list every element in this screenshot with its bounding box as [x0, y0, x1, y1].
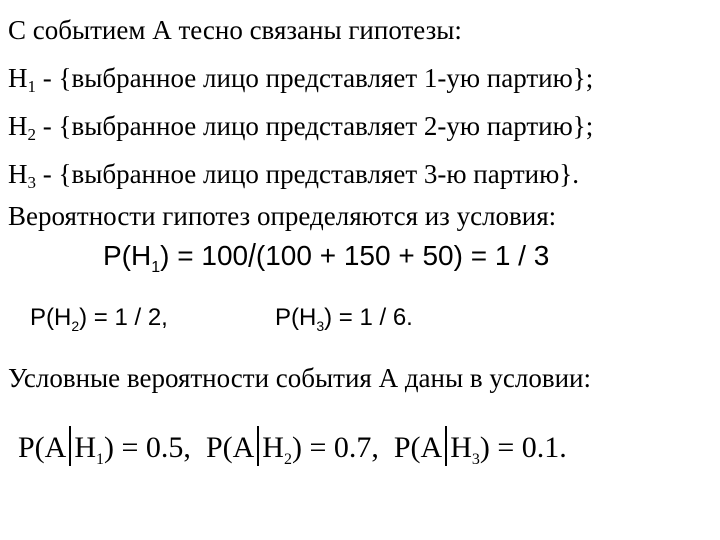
conditional-intro-line: Условные вероятности события А даны в условии:: [8, 363, 591, 393]
intro-line: С событием А тесно связаны гипотезы:: [8, 15, 462, 45]
formula-p-h3-right: ) = 1 / 6.: [324, 304, 413, 331]
formula-p-a-h2-sub: 2: [283, 451, 292, 468]
formula-p-h3: [275, 304, 413, 334]
conditional-bar-1: [69, 426, 71, 466]
hypothesis-1-index: 1: [27, 77, 36, 96]
formula-p-a-h2-right: ) = 0.7,: [291, 431, 379, 464]
formula-p-a-h1-sub: 1: [96, 451, 105, 468]
formula-p-a-h3-right: ) = 0.1.: [479, 431, 567, 464]
formula-p-h1-left: P(H: [103, 240, 152, 271]
formula-p-h1-mid: ) = 100: [160, 240, 249, 271]
hypothesis-1-symbol: H: [8, 63, 28, 93]
formula-p-h1-slash: /: [248, 237, 256, 274]
formula-p-h2-right: ) = 1 / 2,: [79, 304, 168, 331]
formula-p-h1: [103, 237, 550, 277]
formula-p-a-h3-h: H: [450, 431, 472, 464]
formula-p-h2-left: P(H: [30, 304, 72, 331]
hypothesis-1-text: - {выбранное лицо представляет 1-ую партию};: [36, 63, 594, 93]
hypothesis-2-symbol: H: [8, 111, 28, 141]
formula-p-h3-left: P(H: [275, 304, 317, 331]
formula-p-h2: [30, 304, 168, 334]
formula-p-a-h3-sub: 3: [471, 451, 480, 468]
formula-p-a-h1-h: H: [74, 431, 97, 464]
hypothesis-3-text: - {выбранное лицо представляет 3-ю партию}.: [36, 159, 579, 189]
probabilities-intro-line: Вероятности гипотез определяются из условия:: [8, 201, 557, 231]
formula-p-h1-sub: 1: [151, 259, 161, 276]
conditional-bar-2: [257, 426, 259, 466]
formula-p-a-h3-left: P(A: [393, 431, 443, 464]
formula-p-h1-right: (100 + 150 + 50) = 1 / 3: [255, 240, 550, 271]
conditional-bar-3: [445, 426, 447, 466]
formula-p-h3-sub: 3: [316, 318, 325, 334]
hypothesis-2-index: 2: [27, 125, 36, 144]
formula-p-h2-sub: 2: [71, 318, 80, 334]
formula-p-a-h1-left: P(A: [18, 431, 67, 464]
hypothesis-1-line: [8, 62, 593, 103]
hypothesis-2-text: - {выбранное лицо представляет 2-ую партию};: [36, 111, 594, 141]
hypothesis-2-line: [8, 110, 593, 151]
formula-p-a-h2-left: P(A: [205, 431, 255, 464]
formula-conditional-probabilities: [18, 426, 567, 469]
formula-p-a-h2-h: H: [262, 431, 284, 464]
hypothesis-3-index: 3: [27, 173, 36, 192]
hypothesis-3-line: [8, 158, 579, 199]
hypothesis-3-symbol: H: [8, 159, 28, 189]
formula-p-a-h1-right: ) = 0.5,: [104, 431, 191, 464]
